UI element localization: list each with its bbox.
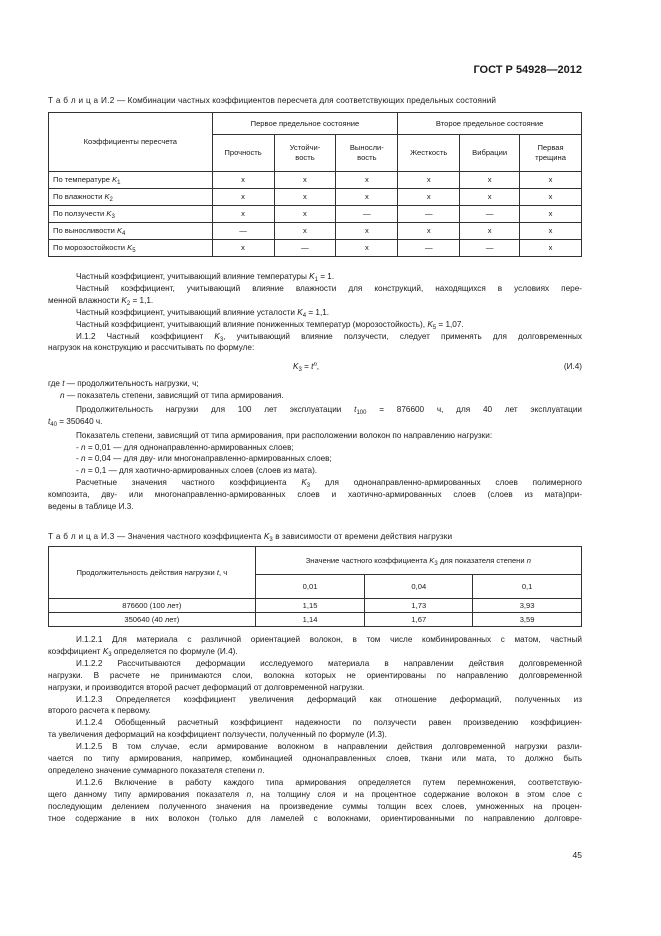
text-line: Частный коэффициент, учитывающий влияние влажности для конструкций, находящихся в условиях пере-: [76, 283, 582, 293]
text-run: = 0,1 — для хаотично-армированных слоев (слоев из мата).: [85, 466, 318, 476]
text-run: , на толщину слоя и на процентное содержание волокон в этом слое с: [251, 789, 582, 799]
text-line: [48, 416, 582, 428]
text-line: [48, 319, 582, 331]
table-i3: [48, 546, 582, 627]
text-run: = 876600 ч, для 40 лет эксплуатации: [366, 404, 582, 414]
text-line: нагрузки. В расчете не принимаются слои, волокна которых не ориентированы по направлению долговременной: [48, 670, 582, 680]
header-symbol-n: n: [526, 555, 531, 565]
endurance-line-1: Выносли-: [349, 143, 384, 152]
text-run: Расчетные значения частного коэффициента: [76, 478, 302, 488]
table-cell: х: [274, 206, 336, 223]
coefficients-paragraph: [48, 271, 582, 354]
table-cell: х: [460, 189, 520, 206]
stability-line-2: вость: [295, 153, 315, 162]
text-line: [48, 477, 582, 489]
table-i2-header-first-crack: [520, 135, 582, 172]
text-run: Частный коэффициент, учитывающий влияние пониженных температур (морозостойкость),: [76, 319, 428, 329]
text-run: = 0,04 — для дву- или многонаправленно-армированных слоев;: [85, 454, 332, 464]
table-i3-header-duration: [49, 547, 256, 599]
header-text: Значение частного коэффициента: [305, 555, 430, 565]
text-run: — показатель степени, зависящий от типа армирования.: [64, 390, 284, 400]
symbol-index: 3: [108, 651, 112, 658]
table-i3-exponent: 0,1: [473, 575, 582, 599]
text-line: чается по типу армирования, например, комбинацией однонаправленных слоев, ткани или мата, то должно быть: [48, 754, 582, 764]
text-line: [48, 465, 582, 477]
text-run: = 1,1.: [306, 307, 330, 317]
table-cell: х: [274, 172, 336, 189]
header-symbol-t: t: [216, 567, 220, 577]
text-line: И.1.2.3 Определяется коэффициент увеличения деформаций как отношение деформаций, полученных из: [76, 694, 582, 704]
symbol-index: 3: [219, 336, 224, 343]
symbol-k: K: [297, 307, 303, 317]
table-i2-row-label: [49, 189, 213, 206]
table-cell: х: [336, 172, 398, 189]
table-row: [49, 223, 582, 240]
text-line: [48, 765, 582, 777]
table-cell: х: [460, 223, 520, 240]
symbol-k: K: [121, 295, 127, 305]
text-run: = 1,1.: [130, 295, 154, 305]
definitions-paragraph: [48, 378, 582, 513]
text-line: И.1.2.4 Обобщенный расчетный коэффициент надежности по ползучести равен произведению коэффициен-: [76, 718, 582, 728]
row-label-text: По температуре: [53, 175, 113, 184]
symbol-n: n: [257, 765, 263, 775]
symbol-k: K: [301, 478, 307, 488]
table-cell: 1,14: [255, 613, 365, 627]
formula-equals: =: [301, 362, 312, 371]
table-i2-row-label: [49, 206, 213, 223]
text-line: нагрузок на конструкцию и рассчитывать по формуле:: [48, 343, 255, 353]
symbol-t: t: [354, 404, 357, 414]
text-run: .: [262, 765, 265, 775]
table-cell: х: [520, 172, 582, 189]
table-i2-header-coefficients: Коэффициенты пересчета: [49, 113, 213, 172]
header-index: 3: [434, 560, 438, 567]
table-cell: х: [520, 189, 582, 206]
text-run: где: [48, 379, 63, 388]
row-label-index: 1: [117, 180, 121, 186]
table-i2-header-second-limit-state: Второе предельное состояние: [398, 113, 582, 135]
table-i2-header-stability: [274, 135, 336, 172]
text-line: последующим делением полученного значения на произведение суммы толщин всех слоев, умноженных на процен-: [48, 801, 582, 811]
text-run: коэффициент: [48, 646, 103, 656]
text-line: [48, 271, 582, 283]
header-text: , ч: [219, 567, 228, 577]
endurance-line-2: вость: [357, 153, 377, 162]
text-line: [48, 646, 582, 658]
table-i3-row-label: 350640 (40 лет): [49, 613, 256, 627]
symbol-index: 4: [302, 312, 307, 319]
symbol-index: 1: [314, 277, 318, 283]
text-run: определяется по формуле (И.4).: [111, 646, 238, 656]
row-label-text: По выносливости: [53, 226, 117, 235]
symbol-index: 5: [432, 324, 437, 331]
text-line: тное содержание в них волокон (только для ламелей с волокнами, ориентированными по направлению долговре-: [48, 813, 582, 823]
caption-text: в зависимости от времени действия нагрузки: [272, 532, 453, 541]
text-run: менной влажности: [48, 295, 122, 305]
table-i2-header-endurance: [336, 135, 398, 172]
symbol-n: n: [246, 789, 252, 799]
text-line: И.1.2.6 Включение в работу каждого типа армирования определяется путем перемножения, соответствую-: [76, 777, 582, 787]
symbol-n: n: [81, 466, 86, 476]
formula-expression: [293, 362, 319, 371]
symbol-index: 3: [306, 483, 311, 490]
table-cell: 3,93: [473, 599, 582, 613]
formula-number: (И.4): [563, 362, 582, 371]
text-line: И.1.2.1 Для материала с различной ориентацией волокон, в том числе комбинированных с матом, частный: [76, 635, 582, 644]
row-label-index: 3: [111, 214, 115, 220]
text-line: [48, 331, 582, 343]
header-text: Продолжительность действия нагрузки: [76, 567, 217, 577]
text-line: И.1.2.5 В том случае, если армирование волокном в направлении действия долговременной нагрузки разли-: [76, 742, 582, 752]
table-i2-caption: [48, 96, 496, 105]
formula-comma: ,: [316, 362, 320, 371]
row-label-symbol: K: [106, 209, 112, 218]
table-row: [49, 172, 582, 189]
table-cell: х: [398, 189, 460, 206]
caption-symbol-k: K: [263, 532, 270, 541]
table-i2-row-label: [49, 223, 213, 240]
text-line: [48, 390, 582, 402]
text-run: = 350640 ч.: [56, 416, 103, 426]
text-run: определено значение суммарного показателя степени: [48, 765, 258, 775]
caption-index: 3: [269, 537, 273, 543]
text-line: ведены в таблице И.3.: [48, 502, 134, 512]
text-run: -: [76, 466, 82, 476]
text-line: нагрузки, и производится второй расчет деформаций от долговременной нагрузки.: [48, 682, 365, 692]
text-line: Показатель степени, зависящий от типа армирования, при расположении волокон по направлению нагрузки:: [76, 430, 493, 440]
table-cell: —: [212, 223, 274, 240]
row-label-text: По морозостойкости: [53, 243, 128, 252]
row-label-symbol: K: [127, 243, 133, 252]
table-cell: —: [398, 240, 460, 257]
symbol-k: K: [102, 646, 109, 656]
table-i3-row-label: 876600 (100 лет): [49, 599, 256, 613]
table-cell: 1,73: [365, 599, 473, 613]
text-line: [48, 295, 582, 307]
symbol-t: t: [48, 416, 51, 426]
symbol-index: 2: [126, 300, 131, 307]
text-run: И.1.2 Частный коэффициент: [76, 331, 215, 341]
symbol-index: 40: [50, 421, 57, 428]
first-crack-line-2: трещина: [535, 153, 566, 162]
table-cell: х: [336, 240, 398, 257]
text-line: второго расчета к первому.: [48, 706, 151, 716]
row-label-symbol: K: [112, 175, 118, 184]
text-run: -: [76, 454, 82, 464]
symbol-index: 100: [356, 409, 367, 416]
row-label-index: 5: [132, 248, 136, 254]
table-row: [49, 599, 582, 613]
text-line: [48, 307, 582, 319]
table-cell: 1,67: [365, 613, 473, 627]
table-i2-caption-text: — Комбинации частных коэффициентов пересчета для соответствующих предельных состояний: [114, 96, 497, 105]
table-row: [49, 240, 582, 257]
text-line: та увеличения деформаций на коэффициент ползучести, полученный по формуле (И.3).: [48, 730, 387, 740]
header-text: для показателя степени: [437, 555, 527, 565]
formula-exponent-n: n: [313, 362, 317, 368]
stability-line-1: Устойчи-: [289, 143, 321, 152]
table-i3-caption-label: Т а б л и ц а И.3: [48, 532, 115, 541]
table-cell: х: [520, 240, 582, 257]
table-i2-caption-label: Т а б л и ц а И.2: [48, 96, 115, 105]
symbol-k: K: [214, 331, 220, 341]
table-i2-row-label: [49, 240, 213, 257]
symbol-n: n: [81, 442, 86, 452]
table-i3-caption: [48, 532, 452, 541]
formula-symbol-k: K: [293, 362, 299, 371]
table-cell: х: [520, 223, 582, 240]
table-cell: —: [398, 206, 460, 223]
header-symbol-k: K: [429, 555, 435, 565]
table-i2-header-first-limit-state: Первое предельное состояние: [212, 113, 398, 135]
table-row: [49, 206, 582, 223]
text-run: = 1,07.: [436, 319, 464, 329]
text-line: И.1.2.2 Рассчитываются деформации исследуемого материала в направлении действия долговременной: [76, 658, 582, 668]
table-i2-header-stiffness: Жесткость: [398, 135, 460, 172]
row-label-index: 2: [109, 197, 113, 203]
symbol-n: n: [60, 390, 65, 400]
table-cell: х: [212, 189, 274, 206]
row-label-symbol: K: [104, 192, 110, 201]
text-run: -: [76, 442, 82, 452]
table-cell: х: [274, 223, 336, 240]
table-i3-header-k3-values: [255, 547, 581, 575]
row-label-index: 4: [122, 231, 126, 237]
formula-index: 3: [298, 367, 302, 373]
text-run: , учитывающий влияние ползучести, следует применять для долговременных: [223, 331, 582, 341]
page-number: 45: [572, 850, 582, 860]
table-row: [49, 189, 582, 206]
first-crack-line-1: Первая: [537, 143, 564, 152]
table-cell: 1,15: [255, 599, 365, 613]
text-run: Частный коэффициент, учитывающий влияние усталости: [76, 307, 298, 317]
symbol-k: K: [427, 319, 433, 329]
caption-text: — Значения частного коэффициента: [114, 532, 264, 541]
row-label-text: По ползучести: [53, 209, 107, 218]
table-cell: х: [460, 172, 520, 189]
symbol-n: n: [81, 454, 86, 464]
table-cell: х: [212, 206, 274, 223]
table-row: [49, 613, 582, 627]
row-label-text: По влажности: [53, 192, 105, 201]
table-i2: [48, 112, 582, 257]
text-run: Продолжительность нагрузки для 100 лет эксплуатации: [76, 404, 355, 414]
table-cell: х: [212, 172, 274, 189]
text-line: [48, 453, 582, 465]
table-i2-header-strength: Прочность: [212, 135, 274, 172]
symbol-k: K: [309, 272, 315, 281]
table-cell: х: [398, 172, 460, 189]
table-cell: —: [460, 240, 520, 257]
table-cell: 3,59: [473, 613, 582, 627]
symbol-t: t: [62, 379, 65, 388]
text-line: [48, 442, 582, 454]
text-run: = 1.: [317, 272, 335, 281]
text-line: [48, 378, 582, 390]
table-i3-exponent: 0,01: [255, 575, 365, 599]
table-cell: х: [336, 189, 398, 206]
table-cell: х: [274, 189, 336, 206]
formula-symbol-t: t: [311, 362, 314, 371]
table-cell: —: [460, 206, 520, 223]
table-cell: —: [336, 206, 398, 223]
table-i2-header-vibration: Вибрации: [460, 135, 520, 172]
table-cell: х: [520, 206, 582, 223]
table-cell: х: [212, 240, 274, 257]
table-cell: х: [398, 223, 460, 240]
table-cell: —: [274, 240, 336, 257]
text-line: [48, 404, 582, 416]
document-code: ГОСТ Р 54928—2012: [473, 64, 582, 76]
text-run: — продолжительность нагрузки, ч;: [64, 379, 199, 388]
row-label-symbol: K: [116, 226, 123, 235]
text-run: Частный коэффициент, учитывающий влияние температуры: [76, 272, 310, 281]
text-line: [48, 789, 582, 801]
text-run: = 0,01 — для однонаправленно-армированных слоев;: [85, 442, 294, 452]
text-run: для однонаправленно-армированных слоев полимерного: [310, 478, 582, 488]
text-run: щего данному типу армирования показателя: [48, 789, 247, 799]
clauses-paragraph: [48, 634, 582, 825]
text-line: композита, дву- или многонаправленно-армированных слоев и хаотично-армированных слоев (слоев из мата)при-: [48, 490, 582, 500]
table-i2-row-label: [49, 172, 213, 189]
table-cell: х: [336, 223, 398, 240]
table-i3-exponent: 0,04: [365, 575, 473, 599]
